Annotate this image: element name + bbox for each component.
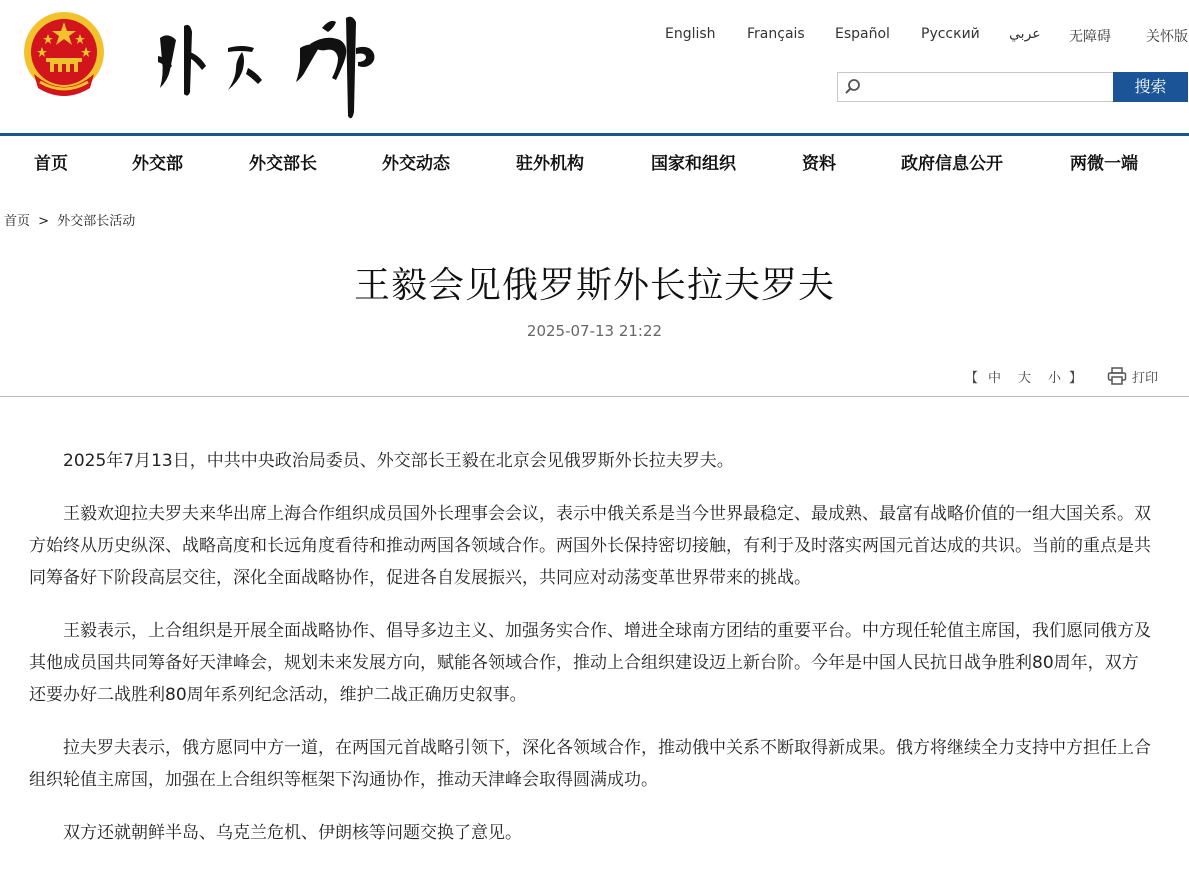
font-size-bracket-close: 】: [1069, 371, 1083, 386]
search-box: [837, 72, 1113, 102]
nav-item-countries-orgs[interactable]: 国家和组织: [651, 154, 736, 174]
elderly-care-version-link[interactable]: 关怀版: [1146, 29, 1188, 45]
font-size-bracket-open: 【: [965, 371, 979, 386]
nav-item-gov-info[interactable]: 政府信息公开: [901, 154, 1003, 174]
lang-english-link[interactable]: English: [665, 26, 716, 42]
article-paragraph: 王毅欢迎拉夫罗夫来华出席上海合作组织成员国外长理事会会议，表示中俄关系是当今世界最稳定、最成熟、最富有战略价值的一组大国关系。双方始终从历史纵深、战略高度和长远角度看待和推动两国各领域合作。两国外长保持密切接触，有利于及时落实两国元首达成的共识。当前的重点是共同筹备好下阶段高层交往，深化全面战略协作，促进各自发展振兴，共同应对动荡变革世界带来的挑战。: [29, 504, 1151, 588]
font-size-small-button[interactable]: 小: [1048, 371, 1062, 386]
nav-item-resources[interactable]: 资料: [802, 154, 836, 174]
article-date: 2025-07-13 21:22: [526, 322, 663, 340]
nav-item-minister[interactable]: 外交部长: [249, 154, 317, 174]
ministry-calligraphy-logo[interactable]: [150, 8, 385, 126]
nav-item-diplomatic-news[interactable]: 外交动态: [382, 154, 450, 174]
search-button[interactable]: 搜索: [1113, 72, 1188, 102]
nav-item-ministry[interactable]: 外交部: [132, 154, 183, 174]
lang-russian-link[interactable]: Русский: [921, 26, 980, 42]
article-paragraph: 拉夫罗夫表示，俄方愿同中方一道，在两国元首战略引领下，深化各领域合作，推动俄中关系不断取得新成果。俄方将继续全力支持中方担任上合组织轮值主席国，加强在上合组织等框架下沟通协作，推动天津峰会取得圆满成功。: [29, 738, 1151, 790]
nav-item-missions-overseas[interactable]: 驻外机构: [516, 154, 584, 174]
breadcrumb-separator: >: [38, 214, 50, 229]
main-nav: [0, 136, 1189, 186]
article-paragraph: 王毅表示，上合组织是开展全面战略协作、倡导多边主义、加强务实合作、增进全球南方团结的重要平台。中方现任轮值主席国，我们愿同俄方及其他成员国共同筹备好天津峰会，规划未来发展方向，赋能各领域合作，推动上合组织建设迈上新台阶。今年是中国人民抗日战争胜利80周年，双方还要办好二战胜利80周年系列纪念活动，维护二战正确历史叙事。: [29, 621, 1151, 705]
print-icon[interactable]: [1107, 367, 1127, 385]
breadcrumb: [4, 210, 139, 229]
site-header: [0, 0, 1189, 133]
breadcrumb-home-link[interactable]: 首页: [4, 214, 31, 229]
article-tools: [965, 367, 1185, 389]
nav-item-social-media[interactable]: 两微一端: [1070, 154, 1138, 174]
print-button[interactable]: 打印: [1132, 371, 1159, 386]
language-bar: [600, 26, 1189, 46]
article-paragraph: 双方还就朝鲜半岛、乌克兰危机、伊朗核等问题交换了意见。: [63, 823, 522, 843]
article-paragraph: 2025年7月13日，中共中央政治局委员、外交部长王毅在北京会见俄罗斯外长拉夫罗夫。: [63, 451, 734, 471]
national-emblem-logo[interactable]: [20, 8, 108, 100]
accessibility-link[interactable]: 无障碍: [1069, 29, 1111, 45]
search-input[interactable]: [868, 75, 1112, 101]
article-body: [29, 445, 1151, 870]
search-icon: [844, 78, 862, 96]
font-size-large-button[interactable]: 大: [1018, 371, 1032, 386]
nav-item-home[interactable]: 首页: [34, 154, 68, 174]
lang-spanish-link[interactable]: Español: [835, 26, 890, 42]
lang-french-link[interactable]: Français: [747, 26, 805, 42]
breadcrumb-current-link[interactable]: 外交部长活动: [57, 214, 136, 229]
lang-arabic-link[interactable]: عربي: [1009, 26, 1041, 42]
title-divider: [0, 396, 1189, 397]
article-title: 王毅会见俄罗斯外长拉夫罗夫: [353, 265, 835, 306]
font-size-medium-button[interactable]: 中: [988, 371, 1002, 386]
